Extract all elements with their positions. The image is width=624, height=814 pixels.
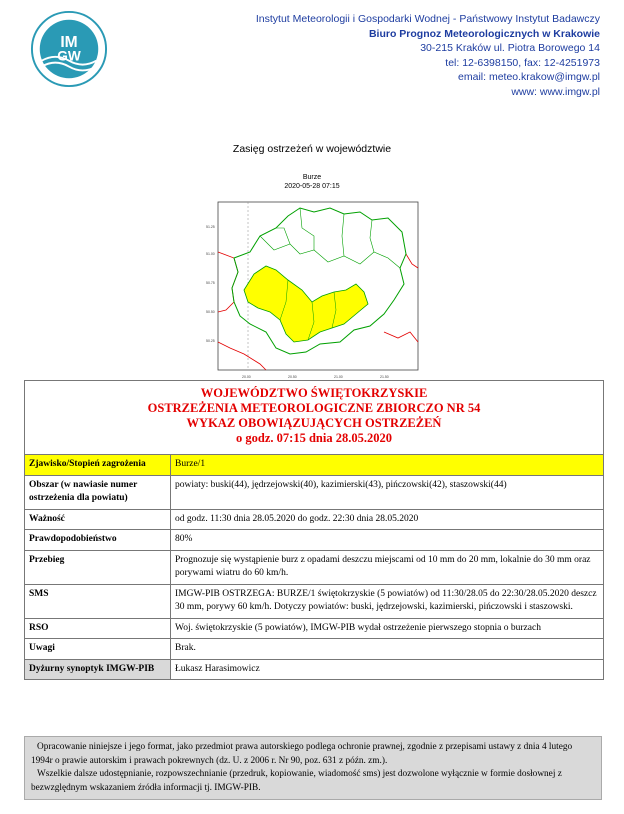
table-row bbox=[25, 551, 603, 585]
svg-text:GW: GW bbox=[57, 48, 81, 64]
office-name: Biuro Prognoz Meteorologicznych w Krakowie bbox=[368, 27, 600, 40]
row-value: Woj. świętokrzyskie (5 powiatów), IMGW-PIB wydał ostrzeżenie pierwszego stopnia o burzach bbox=[175, 622, 541, 633]
row-label: RSO bbox=[25, 619, 171, 639]
table-row bbox=[25, 476, 603, 510]
lat-tick: 50.25 bbox=[206, 339, 215, 343]
lat-tick: 51.00 bbox=[206, 252, 215, 256]
institute-name: Instytut Meteorologii i Gospodarki Wodnej - Państwowy Instytut Badawczy bbox=[255, 13, 600, 25]
map-datetime: 2020-05-28 07:15 bbox=[284, 183, 340, 190]
row-label: Obszar (w nawiasie numer ostrzeżenia dla powiatu) bbox=[25, 476, 171, 509]
lat-tick: 50.75 bbox=[206, 281, 215, 285]
table-row bbox=[25, 455, 603, 476]
map-section-title: Zasięg ostrzeżeń w województwie bbox=[232, 143, 392, 155]
imgw-logo bbox=[30, 10, 108, 88]
row-value: IMGW-PIB OSTRZEGA: BURZE/1 świętokrzyskie (5 powiatów) od 11:30/28.05 do 22:30/28.05.2020 deszcz 30 mm, porywy 60 km/h. Dotyczy powiatów: buski, jędrzejowski, kazimierski, pińczowski i staszowski. bbox=[175, 588, 597, 612]
lon-tick: 20.50 bbox=[288, 375, 297, 379]
row-label: Zjawisko/Stopień zagrożenia bbox=[25, 455, 171, 475]
row-label: Przebieg bbox=[25, 551, 171, 584]
row-value: Łukasz Harasimowicz bbox=[171, 660, 603, 680]
email: email: meteo.krakow@imgw.pl bbox=[458, 71, 600, 83]
phone-fax: tel: 12-6398150, fax: 12-4251973 bbox=[445, 56, 600, 69]
warning-title-block bbox=[25, 381, 603, 455]
lat-tick: 51.25 bbox=[206, 225, 215, 229]
warning-map bbox=[204, 192, 430, 382]
table-row bbox=[25, 639, 603, 660]
row-label: Uwagi bbox=[25, 639, 171, 659]
lon-tick: 21.00 bbox=[334, 375, 343, 379]
table-row bbox=[25, 510, 603, 531]
institute-header bbox=[180, 12, 600, 99]
copyright-text: Opracowanie niniejsze i jego format, jako przedmiot prawa autorskiego podlega ochronie prawnej, zgodnie z przepisami ustawy z dnia 4 lutego 1994r o prawie autorskim i prawach pokrewnych (dz. U. z 2006 r. Nr 90, poz. 631 z późn. zm.). bbox=[31, 742, 573, 766]
lat-tick: 50.50 bbox=[206, 310, 215, 314]
row-label: Prawdopodobieństwo bbox=[25, 530, 171, 550]
redistribution-text: Wszelkie dalsze udostępnianie, rozpowszechnianie (przedruk, kopiowanie, wiadomość sms) jest dozwolone wyłącznie w formie dosłownej z bezwzględnym wskazaniem źródła informacji tj. IMGW-PIB. bbox=[31, 769, 562, 793]
address: 30-215 Kraków ul. Piotra Borowego 14 bbox=[420, 42, 600, 54]
row-label: Ważność bbox=[25, 510, 171, 530]
bulletin-title: OSTRZEŻENIA METEOROLOGICZNE ZBIORCZO NR 54 bbox=[147, 401, 481, 415]
voivodeship-title: WOJEWÓDZTWO ŚWIĘTOKRZYSKIE bbox=[200, 386, 428, 400]
table-row bbox=[25, 660, 603, 680]
row-label: SMS bbox=[25, 585, 171, 618]
row-value: Burze/1 bbox=[175, 459, 206, 469]
issue-time: o godz. 07:15 dnia 28.05.2020 bbox=[236, 431, 392, 445]
table-row bbox=[25, 585, 603, 619]
table-row bbox=[25, 530, 603, 551]
copyright-notice bbox=[24, 736, 602, 800]
list-title: WYKAZ OBOWIĄZUJĄCYCH OSTRZEŻEŃ bbox=[186, 416, 442, 430]
svg-text:IM: IM bbox=[60, 34, 78, 52]
warning-table bbox=[24, 380, 604, 680]
row-value: powiaty: buski(44), jędrzejowski(40), kazimierski(43), pińczowski(42), staszowski(44) bbox=[175, 479, 507, 490]
lon-tick: 20.00 bbox=[242, 375, 251, 379]
row-value: Prognozuje się wystąpienie burz z opadami deszczu miejscami od 10 mm do 20 mm, lokalnie do 30 mm oraz porywami wiatru do 60 km/h. bbox=[175, 554, 591, 578]
website: www: www.imgw.pl bbox=[511, 85, 600, 98]
lon-tick: 21.50 bbox=[380, 375, 389, 379]
row-value: 80% bbox=[175, 534, 193, 544]
table-row bbox=[25, 619, 603, 640]
row-label: Dyżurny synoptyk IMGW-PIB bbox=[25, 660, 171, 680]
map-phenomenon: Burze bbox=[302, 174, 322, 181]
row-value: Brak. bbox=[175, 643, 196, 653]
map-title bbox=[0, 173, 624, 191]
row-value: od godz. 11:30 dnia 28.05.2020 do godz. 22:30 dnia 28.05.2020 bbox=[175, 513, 419, 524]
